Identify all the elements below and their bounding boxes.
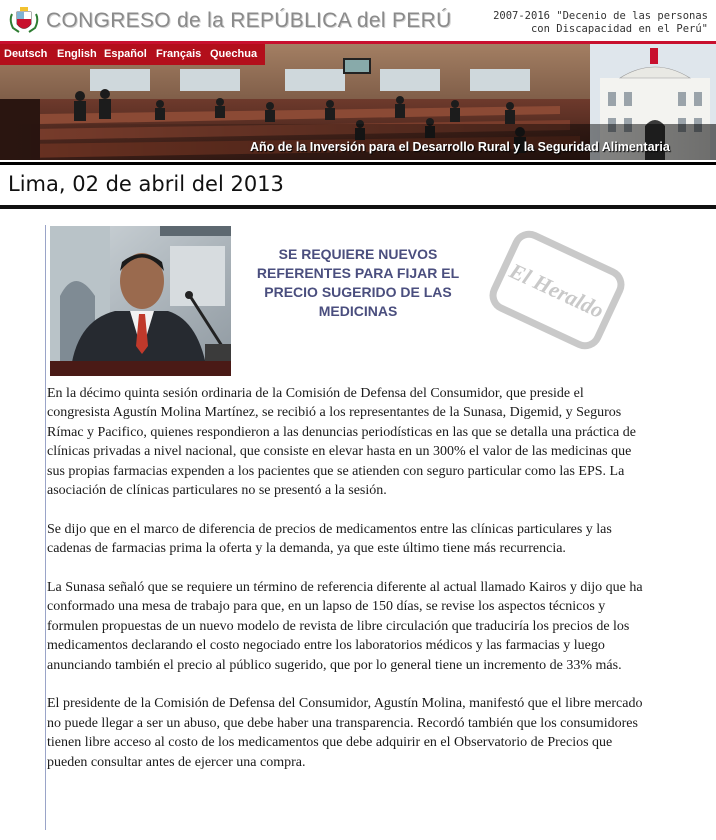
article-headline: SE REQUIERE NUEVOS REFERENTES PARA FIJAR EL PRECIO SUGERIDO DE LAS MEDICINAS — [256, 246, 460, 319]
divider — [0, 205, 716, 209]
decenio-line-1: 2007-2016 "Decenio de las personas — [493, 10, 708, 22]
lang-link-english[interactable]: English — [57, 48, 97, 60]
article-date: Lima, 02 de abril del 2013 — [8, 172, 284, 196]
divider — [0, 162, 716, 165]
article-paragraph: En la décimo quinta sesión ordinaria de la Comisión de Defensa del Consumidor, que preside el congresista Agustín Molina Martínez, se recibió a los representantes de la Sunasa, Digemid, y Seguros Rímac y Pacifico, quienes respondieron a las denuncias periodísticas en las que se detalla una práctica de clínicas privadas a nivel nacional, que consiste en elevar hasta en un 300% el valor de las medicinas que sus propias farmacias expenden a los pacientes que se atienden con seguro particular como las EPS. La asociación de clínicas particulares no se presentó a la sesión. — [47, 386, 636, 499]
congressman-photo — [50, 226, 231, 376]
el-heraldo-stamp-icon — [482, 228, 632, 353]
decenio-line-2: con Discapacidad en el Perú" — [530, 23, 708, 35]
lang-link-francais[interactable]: Français — [156, 48, 202, 60]
lang-link-espanol[interactable]: Español — [104, 48, 147, 60]
stamp-label: El Heraldo — [505, 257, 608, 324]
banner-year-slogan: Año de la Inversión para el Desarrollo Rural y la Seguridad Alimentaria — [250, 140, 670, 154]
language-bar — [0, 44, 265, 65]
article-left-border — [45, 225, 46, 830]
article-paragraph: El presidente de la Comisión de Defensa del Consumidor, Agustín Molina, manifestó que el libre mercado no puede llegar a ser un abuso, que debe haber una transparencia. Recordó también que los consumidores tienen libre acceso al costo de los medicamentos que debe adquirir en el Observatorio de Precios que pueden consultar antes de ejercer una compra. — [47, 696, 643, 770]
article-paragraph: La Sunasa señaló que se requiere un término de referencia diferente al actual llamado Kairos y dijo que ha conformado una mesa de trabajo para que, en un lapso de 150 días, se revise los aspectos técnicos y formulen propuestas de un nuevo modelo de revista de libre circulación que traduciría los precios de los medicamentos declarando el costo negociado entre los laboratorios médicos y las farmacias y luego anunciando también el precio al público sugerido, que por lo general tiene un incremento de 33% más. — [47, 580, 643, 673]
lang-link-quechua[interactable]: Quechua — [210, 48, 258, 60]
peru-coat-of-arms-icon — [9, 6, 39, 36]
article-paragraph: Se dijo que en el marco de diferencia de precios de medicamentos entre las clínicas particulares y las cadenas de farmacias prima la oferta y la demanda, ya que este último tiene más recurrencia. — [47, 521, 612, 557]
site-title[interactable]: CONGRESO de la REPÚBLICA del PERÚ — [46, 9, 452, 32]
lang-link-deutsch[interactable]: Deutsch — [4, 48, 48, 60]
decenio-slogan — [478, 10, 708, 36]
site-header — [0, 0, 716, 44]
article-body — [47, 384, 647, 791]
